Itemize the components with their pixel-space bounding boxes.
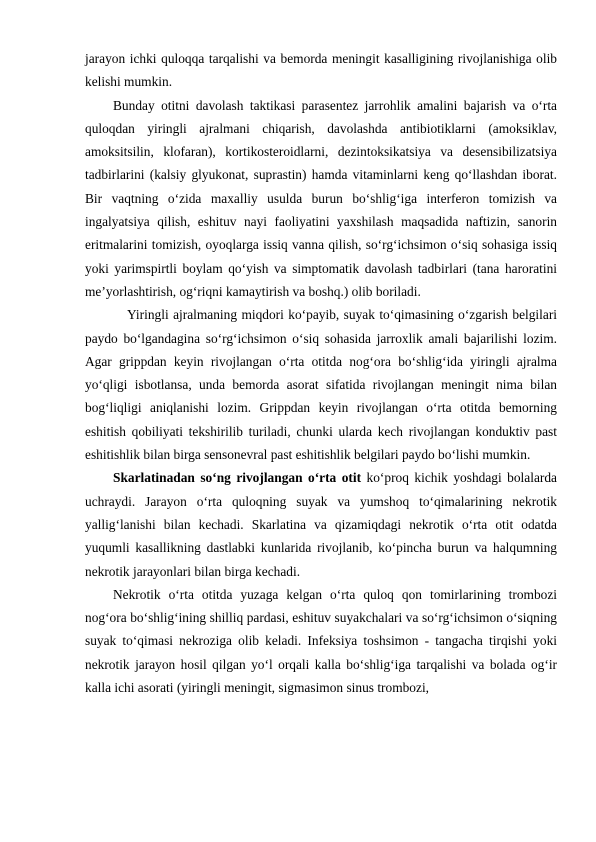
paragraph-treatment-tactics: Bunday otitni davolash taktikasi parasentez jarrohlik amalini bajarish va o‘rta quloqdan yiringli ajralmani chiqarish, davolashda antibiotiklarni (amoksiklav, amoksitsilin, klofaran), kortikosteroidlarni, dezintoksikatsiya va desensibilizatsiya tadbirlarini (kalsiy glyukonat, suprastin) hamda vitaminlarni keng qo‘llashdan iborat. Bir vaqtning o‘zida maxalliy usulda burun bo‘shlig‘iga interferon tomizish va ingalyatsiya qilish, eshituv nayi faoliyatini yaxshilash maqsadida naftizin, sanorin eritmalarini tomizish, oyoqlarga issiq vanna qilish, so‘rg‘ichsimon o‘siq sohasiga issiq yoki yarimspirtli boylam qo‘yish va simptomatik davolash tadbirlari (tana haroratini me’yorlashtirish, og‘riqni kamaytirish va boshq.) olib boriladi.: [85, 97, 557, 299]
paragraph-continuation: jarayon ichki quloqqa tarqalishi va bemorda meningit kasalligining rivojlanishiga olib kelishi mumkin.: [85, 51, 557, 90]
scarlatina-text: ko‘proq kichik yoshdagi bolalarda uchraydi. Jarayon o‘rta quloqning suyak va yumshoq to‘qimalarining nekrotik yallig‘lanishi bilan kechadi. Skarlatina va qizamiqdagi nekrotik o‘rta otit odatda yuqumli kasallikning dastlabki kunlarida rivojlanib, ko‘pincha burun va halqumning nekrotik jarayonlari bilan birga kechadi.: [85, 470, 557, 579]
paragraph-necrotic-otitis: Nekrotik o‘rta otitda yuzaga kelgan o‘rta quloq qon tomirlarining trombozi nog‘ora bo‘shlig‘ining shilliq pardasi, eshituv suyakchalari va so‘rg‘ichsimon o‘siqning suyak to‘qimasi nekroziga olib keladi. Infeksiya toshsimon - tangacha tirqishi yoki nekrotik jarayon hosil qilgan yo‘l orqali kalla bo‘shlig‘iga tarqalishi va bolada og‘ir kalla ichi asorati (yiringli meningit, sigmasimon sinus trombozi,: [85, 586, 557, 696]
paragraph-scarlatina-otitis: [85, 466, 557, 582]
scarlatina-heading: Skarlatinadan so‘ng rivojlangan o‘rta otit: [113, 470, 362, 486]
paragraph-surgical-indication: Yiringli ajralmaning miqdori ko‘payib, suyak to‘qimasining o‘zgarish belgilari paydo bo‘lgandagina so‘rg‘ichsimon o‘siq sohasida jarroxlik amali bajarilishi lozim. Agar grippdan keyin rivojlangan o‘rta otitda nog‘ora bo‘shlig‘ida yiringli ajralma yo‘qligi isbotlansa, unda bemorda asorat sifatida rivojlangan meningit nima bilan bog‘liqligi aniqlanishi lozim. Grippdan keyin rivojlangan o‘rta otitda bemorning eshitish qobiliyati tekshirilib turiladi, chunki ularda kech rivojlangan konduktiv past eshitishlik bilan birga sensonevral past eshitishlik belgilari paydo bo‘lishi mumkin.: [85, 307, 557, 463]
document-page: [85, 47, 557, 699]
